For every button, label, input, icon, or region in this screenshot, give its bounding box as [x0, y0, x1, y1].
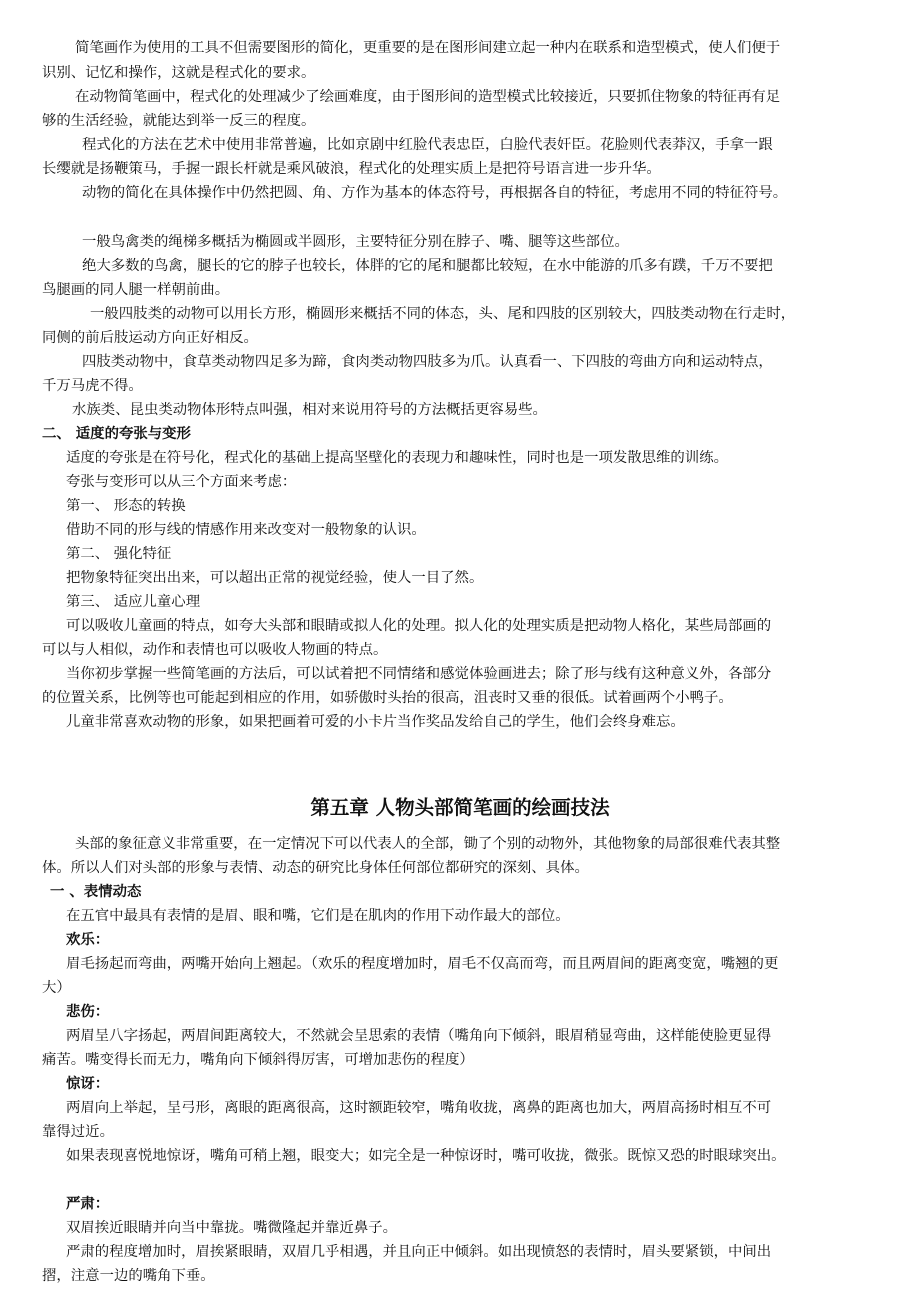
paragraph-line: 程式化的方法在艺术中使用非常普遍，比如京剧中红脸代表忠臣，白脸代表奸臣。花脸则代表莽汉，手拿一跟 [82, 137, 773, 153]
paragraph-line: 在五官中最具有表情的是眉、眼和嘴，它们是在肌肉的作用下动作最大的部位。 [66, 908, 570, 924]
paragraph-line: 长缨就是扬鞭策马，手握一跟长杆就是乘风破浪，程式化的处理实质上是把符号语言进一步升华。 [42, 161, 661, 177]
paragraph-line: 靠得过近。 [42, 1124, 114, 1140]
paragraph-line: 在动物简笔画中，程式化的处理减少了绘画难度，由于图形间的造型模式比较接近，只要抓住物象的特征再有足 [75, 89, 781, 105]
paragraph-line: 可以吸收儿童画的特点，如夸大头部和眼睛或拟人化的处理。拟人化的处理实质是把动物人格化，某些局部画的 [66, 618, 772, 634]
paragraph-line: 够的生活经验，就能达到举一反三的程度。 [42, 113, 316, 129]
subheading: 欢乐： [66, 931, 110, 948]
paragraph-line: 绝大多数的鸟禽，腿长的它的脖子也较长，体胖的它的尾和腿都比较短，在水中能游的爪多有蹼，千万不要把 [82, 258, 773, 274]
paragraph-line: 的位置关系，比例等也可能起到相应的作用，如骄傲时头抬的很高，沮丧时又垂的很低。试着画两个小鸭子。 [42, 690, 733, 706]
paragraph-line: 摺，注意一边的嘴角下垂。 [42, 1268, 215, 1284]
section-heading: 二、 适度的夸张与变形 [42, 425, 191, 442]
paragraph-line: 适度的夸张是在符号化，程式化的基础上提高坚壁化的表现力和趣味性，同时也是一项发散思维的训练。 [66, 450, 728, 466]
paragraph-line: 一般四肢类的动物可以用长方形，椭圆形来概括不同的体态，头、尾和四肢的区别较大，四肢类动物在行走时， [90, 306, 796, 322]
paragraph-line: 夸张与变形可以从三个方面来考虑： [66, 474, 297, 490]
paragraph-line: 简笔画作为使用的工具不但需要图形的简化，更重要的是在图形间建立起一种内在联系和造型模式，使人们便于 [75, 40, 781, 56]
paragraph-line: 体。所以人们对头部的形象与表情、动态的研究比身体任何部位都研究的深刻、具体。 [42, 860, 589, 876]
paragraph-line: 痛苦。嘴变得长而无力，嘴角向下倾斜得厉害，可增加悲伤的程度） [42, 1052, 474, 1068]
subheading: 悲伤： [66, 1003, 110, 1020]
list-heading: 第三、 适应儿童心理 [66, 594, 201, 610]
paragraph-line: 如果表现喜悦地惊讶，嘴角可稍上翘，眼变大；如完全是一种惊讶时，嘴可收拢，微张。既惊又恐的时眼球突出。 [66, 1148, 786, 1164]
section-heading: 一 、表情动态 [50, 883, 142, 900]
list-heading: 第二、 强化特征 [66, 546, 172, 562]
paragraph-line: 儿童非常喜欢动物的形象，如果把画着可爱的小卡片当作奖品发给自己的学生，他们会终身难忘。 [66, 714, 685, 730]
paragraph-line: 同侧的前后肢运动方向正好相反。 [42, 330, 258, 346]
paragraph-line: 千万马虎不得。 [42, 378, 143, 394]
paragraph-line: 两眉呈八字扬起，两眉间距离较大，不然就会呈思索的表情（嘴角向下倾斜，眼眉稍显弯曲，这样能使脸更显得 [66, 1028, 772, 1044]
paragraph-line: 四肢类动物中，食草类动物四足多为蹄，食肉类动物四肢多为爪。认真看一、下四肢的弯曲方向和运动特点， [82, 354, 773, 370]
list-heading: 第一、 形态的转换 [66, 498, 186, 514]
paragraph-line: 动物的简化在具体操作中仍然把圆、角、方作为基本的体态符号，再根据各自的特征，考虑用不同的特征符号。 [82, 185, 788, 201]
paragraph-line: 双眉挨近眼睛并向当中靠拢。嘴微隆起并靠近鼻子。 [66, 1220, 397, 1236]
paragraph-line: 水族类、昆虫类动物体形特点叫强，相对来说用符号的方法概括更容易些。 [72, 402, 547, 418]
subheading: 严肃： [66, 1195, 110, 1212]
paragraph-line: 一般鸟禽类的绳梯多概括为椭圆或半圆形，主要特征分别在脖子、嘴、腿等这些部位。 [82, 234, 629, 250]
paragraph-line: 识别、记忆和操作，这就是程式化的要求。 [42, 65, 316, 81]
paragraph-line: 借助不同的形与线的情感作用来改变对一般物象的认识。 [66, 522, 426, 538]
paragraph-line: 严肃的程度增加时，眉挨紧眼睛，双眉几乎相遇，并且向正中倾斜。如出现愤怒的表情时，眉头要紧锁，中间出 [66, 1244, 772, 1260]
paragraph-line: 眉毛扬起而弯曲，两嘴开始向上翘起。（欢乐的程度增加时，眉毛不仅高而弯，而且两眉间的距离变宽，嘴翘的更 [66, 956, 779, 972]
paragraph-line: 鸟腿画的同人腿一样朝前曲。 [42, 282, 230, 298]
paragraph-line: 大） [42, 980, 71, 996]
chapter-title: 第五章 人物头部简笔画的绘画技法 [310, 796, 610, 819]
subheading: 惊讶： [66, 1075, 110, 1092]
paragraph-line: 可以与人相似，动作和表情也可以吸收人物画的特点。 [42, 642, 388, 658]
paragraph-line: 头部的象征意义非常重要，在一定情况下可以代表人的全部，锄了个别的动物外，其他物象的局部很难代表其整 [75, 836, 781, 852]
paragraph-line: 把物象特征突出出来，可以超出正常的视觉经验，使人一目了然。 [66, 570, 484, 586]
paragraph-line: 当你初步掌握一些简笔画的方法后，可以试着把不同情绪和感觉体验画进去；除了形与线有这种意义外，各部分 [66, 666, 772, 682]
paragraph-line: 两眉向上举起，呈弓形，离眼的距离很高，这时额距较窄，嘴角收拢，离鼻的距离也加大，两眉高扬时相互不可 [66, 1100, 772, 1116]
